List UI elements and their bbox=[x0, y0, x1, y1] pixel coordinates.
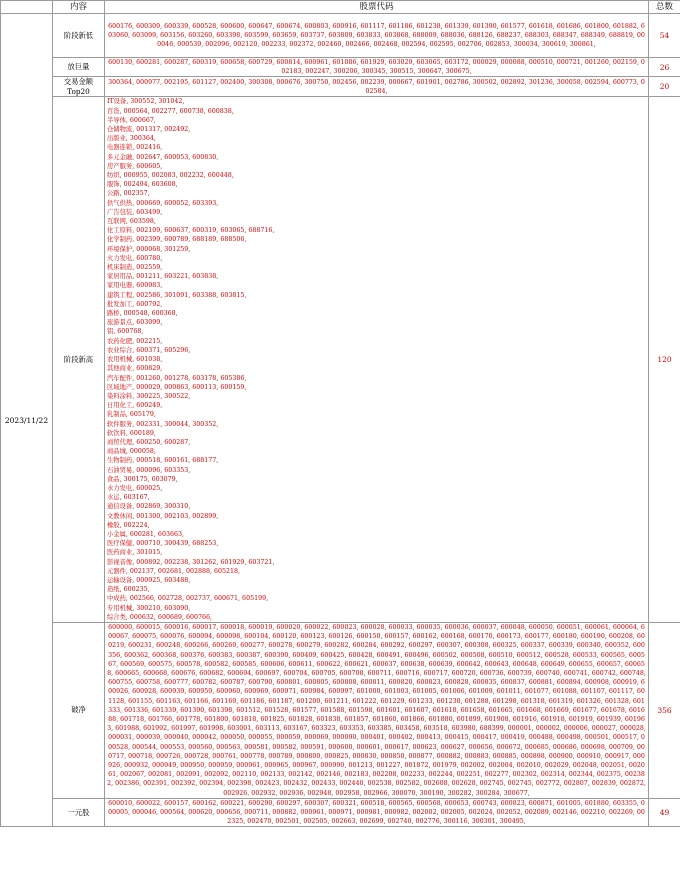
industry-line: 其他商业, 600829, bbox=[107, 365, 163, 373]
industry-line: 路桥, 000548, 600368, bbox=[107, 310, 178, 318]
industry-line: 文教休闲, 001300, 002103, 002899, bbox=[107, 512, 219, 520]
category-new-high: 阶段新高 bbox=[53, 97, 105, 623]
industry-line: 化学制药, 002399, 600789, 688189, 688506, bbox=[107, 236, 247, 244]
industry-line: 染料涂料, 300225, 300522, bbox=[107, 392, 191, 400]
industry-line: 农药化肥, 002215, bbox=[107, 337, 163, 345]
industry-line: 生物制药, 000518, 600161, 688177, bbox=[107, 457, 219, 465]
industry-line: 水运, 603167, bbox=[107, 494, 150, 502]
industry-line: 纺织, 000955, 002083, 002232, 600448, bbox=[107, 172, 234, 180]
codes-below-book: 600000, 600015, 600016, 600017, 600018, 600019, 600020, 600022, 600023, 600028, 600033, 600035, 600036, 600037, 600048, 600050, 600051, 600061, 600064, 600067, 600075, 600076, 600094, 600098, 600104, 600120, 600123, 600126, 600150, 600157, 600162, 600168, 600170, 600173, 600177, 600180, 600190, 600208, 600219, 600231, 600248, 600266, 600269, 600277, 600278, 600279, 600282, 600284, 600292, 600297, 600307, 600308, 600325, 600337, 600339, 600340, 600352, 600356, 600362, 600368, 600376, 600383, 600387, 600390, 600409, 600425, 600428, 600491, 600496, 600502, 600508, 600510, 600512, 600528, 600533, 600565, 600567, 600569, 600575, 600578, 600582, 600585, 600606, 600611, 600622, 600621, 600637, 600638, 600639, 600642, 600643, 600648, 600649, 600655, 600657, 600658, 600665, 600668, 600676, 600682, 600694, 600697, 600704, 600705, 600708, 600711, 600716, 600717, 600720, 600736, 600739, 600740, 600741, 600742, 600748, 600755, 600758, 600777, 600782, 600787, 600790, 600801, 600805, 600808, 600811, 600820, 600823, 600828, 600835, 600837, 600881, 600894, 600908, 600919, 600926, 600928, 600939, 600959, 600960, 600969, 600971, 600984, 600997, 601000, 601003, 601005, 601006, 601009, 601011, 601077, 601088, 601107, 601117, 601128, 601155, 601163, 601166, 601169, 601186, 601187, 601200, 601211, 601222, 601229, 601233, 601238, 601288, 601298, 601318, 601319, 601326, 601328, 601333, 601336, 601339, 601390, 601398, 601512, 601528, 601577, 601588, 601598, 601601, 601607, 601618, 601658, 601665, 601668, 601669, 601677, 601678, 601688, 601718, 601766, 601778, 601800, 601818, 601825, 601828, 601838, 601857, 601860, 601866, 601880, 601899, 601908, 601916, 601918, 601919, 601939, 601963, 601988, 601992, 601997, 601998, 603001, 603113, 603167, 603323, 603353, 603385, 603458, 603518, 603980, 688399, 000001, 000002, 000006, 000027, 000028, 000031, 000039, 000040, 000042, 000050, 000055, 000059, 000069, 000090, 000401, 000402, 000413, 000415, 000417, 000419, 000488, 000498, 000501, 000517, 000528, 000544, 000553, 000560, 000563, 000581, 000582, 000591, 000600, 000601, 000617, 000623, 000627, 000656, 000672, 000685, 000686, 000698, 000709, 000717, 000718, 000726, 000728, 000761, 000778, 000789, 000800, 000825, 000830, 000850, 000877, 000882, 000883, 000885, 000898, 000900, 000910, 000917, 000926, 000932, 000949, 000950, 000959, 000961, 000965, 000967, 000990, 001213, 001227, 001872, 001979, 002002, 002004, 002010, 002029, 002048, 002051, 002061, 002067, 002081, 002091, 002092, 002110, 002133, 002142, 002146, 002183, 002208, 002233, 002244, 002251, 002277, 002302, 002314, 002344, 002375, 002382, 002386, 002391, 002392, 002394, 002398, 002423, 002432, 002433, 002440, 002538, 002582, 002608, 002628, 002745, 002745, 002772, 002807, 002839, 002872, 002926, 002932, 002936, 002948, 002958, 002966, 300070, 300190, 300282, 300284, 300677, bbox=[105, 622, 649, 798]
industry-line: 公路, 002357, bbox=[107, 190, 150, 198]
industry-line: 农用机械, 601038, bbox=[107, 356, 163, 364]
industry-line: 互联网, 603598, bbox=[107, 218, 156, 226]
industry-line: 软件服务, 002331, 300044, 300352, bbox=[107, 420, 219, 428]
codes-new-high bbox=[105, 97, 649, 623]
industry-line: 电器连锁, 002416, bbox=[107, 144, 163, 152]
header-blank bbox=[1, 1, 53, 14]
category-below-book: 破净 bbox=[53, 622, 105, 798]
industry-line: 水力发电, 600025, bbox=[107, 484, 163, 492]
industry-line: 房产服务, 600605, bbox=[107, 162, 163, 170]
count-new-high: 120 bbox=[649, 97, 680, 623]
industry-line: 环境保护, 000068, 301259, bbox=[107, 245, 191, 253]
count-below-book: 356 bbox=[649, 622, 680, 798]
industry-line: 农业综合, 600371, 605296, bbox=[107, 346, 191, 354]
category-one-yuan: 一元股 bbox=[53, 798, 105, 827]
header-codes: 股票代码 bbox=[105, 1, 649, 14]
row-new-high bbox=[1, 97, 680, 623]
row-new-low bbox=[1, 14, 680, 58]
industry-line: 医疗保健, 000710, 300439, 688253, bbox=[107, 540, 219, 548]
header-count: 总数 bbox=[649, 1, 680, 14]
industry-line: 供气供热, 000669, 600052, 603393, bbox=[107, 199, 219, 207]
industry-line: IT设备, 300552, 301042, bbox=[107, 98, 185, 106]
codes-big-volume: 600130, 600281, 600287, 600319, 600658, 600729, 600814, 600961, 601086, 601929, 603029, 603065, 603172, 000029, 000088, 000510, 000721, 001260, 002159, 002183, 002247, 300206, 300345, 300515, 300647, 300675, bbox=[105, 58, 649, 77]
codes-new-low: 600176, 600309, 600339, 600528, 600600, 600647, 600674, 600803, 600916, 601117, 601186, 601238, 601339, 601390, 601577, 601618, 601686, 601800, 601882, 603060, 603099, 603156, 603260, 603398, 603599, 603659, 603737, 603809, 603833, 603868, 688009, 688036, 688126, 688237, 688303, 688347, 688349, 688819, 000046, 000539, 002096, 002120, 002233, 002372, 002460, 002466, 002468, 002594, 002595, 002706, 002853, 300034, 300619, 300861, bbox=[105, 14, 649, 58]
header-content: 内容 bbox=[53, 1, 105, 14]
industry-line: 商品城, 000058, bbox=[107, 448, 156, 456]
industry-line: 仓储物流, 001317, 002492, bbox=[107, 126, 191, 134]
industry-line: 橡胶, 002224, bbox=[107, 521, 150, 529]
count-new-low: 54 bbox=[649, 14, 680, 58]
industry-line: 机床制造, 002559, bbox=[107, 264, 163, 272]
industry-line: 运输设备, 000925, 603488, bbox=[107, 576, 191, 584]
industry-line: 火力发电, 600780, bbox=[107, 254, 163, 262]
industry-line: 家居用品, 001211, 603221, 603838, bbox=[107, 273, 219, 281]
industry-line: 家用电器, 600983, bbox=[107, 282, 163, 290]
industry-line: 通信设备, 002869, 300310, bbox=[107, 503, 191, 511]
industry-line: 小金属, 600281, 603663, bbox=[107, 530, 184, 538]
count-top20: 20 bbox=[649, 77, 680, 97]
industry-line: 食品, 300175, 603079, bbox=[107, 475, 178, 483]
industry-line: 乳制品, 605179, bbox=[107, 411, 156, 419]
industry-line: 铝, 600768, bbox=[107, 328, 144, 336]
industry-line: 商贸代理, 600250, 600287, bbox=[107, 438, 191, 446]
industry-line: 广告包装, 603499, bbox=[107, 208, 163, 216]
row-below-book bbox=[1, 622, 680, 798]
industry-line: 影视音像, 000892, 002238, 301262, 601929, 603721, bbox=[107, 558, 275, 566]
industry-line: 化工原料, 002109, 600637, 600319, 603065, 688716, bbox=[107, 227, 275, 235]
count-big-volume: 26 bbox=[649, 58, 680, 77]
industry-line: 旅游景点, 603099, bbox=[107, 319, 163, 327]
industry-line: 中成药, 002566, 002728, 002737, 600671, 605199, bbox=[107, 595, 269, 603]
industry-line: 软饮料, 600189, bbox=[107, 429, 156, 437]
industry-line: 综合类, 000632, 600689, 600766, bbox=[107, 613, 213, 621]
count-one-yuan: 49 bbox=[649, 798, 680, 827]
industry-line: 区域地产, 000029, 000863, 600113, 600159, bbox=[107, 383, 247, 391]
category-top20: 交易金额Top20 bbox=[53, 77, 105, 97]
category-big-volume: 放巨量 bbox=[53, 58, 105, 77]
industry-line: 出版业, 300364, bbox=[107, 135, 156, 143]
industry-line: 建筑工程, 002586, 301091, 603388, 603815, bbox=[107, 291, 247, 299]
row-one-yuan bbox=[1, 798, 680, 827]
industry-line: 批发加工, 600792, bbox=[107, 300, 163, 308]
industry-line: 百货, 000564, 002277, 600738, 600838, bbox=[107, 107, 234, 115]
industry-line: 多元金融, 002647, 600053, 600830, bbox=[107, 153, 219, 161]
row-top20 bbox=[1, 77, 680, 97]
header-row bbox=[1, 1, 680, 14]
industry-line: 半导体, 600667, bbox=[107, 116, 156, 124]
industry-line: 医药商业, 301015, bbox=[107, 549, 163, 557]
industry-line: 元器件, 002137, 002681, 002888, 605218, bbox=[107, 567, 241, 575]
codes-top20: 300364, 000977, 002195, 601127, 002400, 300308, 000676, 300750, 002456, 002239, 000667, 601901, 002786, 300502, 002892, 301236, 300058, 002594, 600773, 002584, bbox=[105, 77, 649, 97]
codes-one-yuan: 600010, 600022, 600157, 600162, 600221, 600290, 600297, 600307, 600321, 600518, 600565, 600568, 600653, 600743, 600823, 600871, 601005, 601880, 603355, 000005, 000046, 000564, 000620, 000656, 000711, 000882, 000961, 000971, 000981, 000982, 002002, 002005, 002024, 002052, 002089, 002146, 002210, 002269, 002325, 002470, 002501, 002505, 002663, 002699, 002740, 002776, 300116, 300301, 300495, bbox=[105, 798, 649, 827]
date-cell: 2023/11/22 bbox=[1, 14, 53, 827]
industry-line: 服饰, 002494, 603608, bbox=[107, 181, 178, 189]
industry-line: 汽车配件, 001260, 001278, 603178, 605386, bbox=[107, 374, 247, 382]
industry-line: 石油贸易, 000096, 603353, bbox=[107, 466, 191, 474]
industry-line: 日用化工, 600249, bbox=[107, 402, 163, 410]
industry-line: 专用机械, 300210, 603090, bbox=[107, 604, 191, 612]
row-big-volume bbox=[1, 58, 680, 77]
industry-line: 造纸, 600235, bbox=[107, 586, 150, 594]
category-new-low: 阶段新低 bbox=[53, 14, 105, 58]
